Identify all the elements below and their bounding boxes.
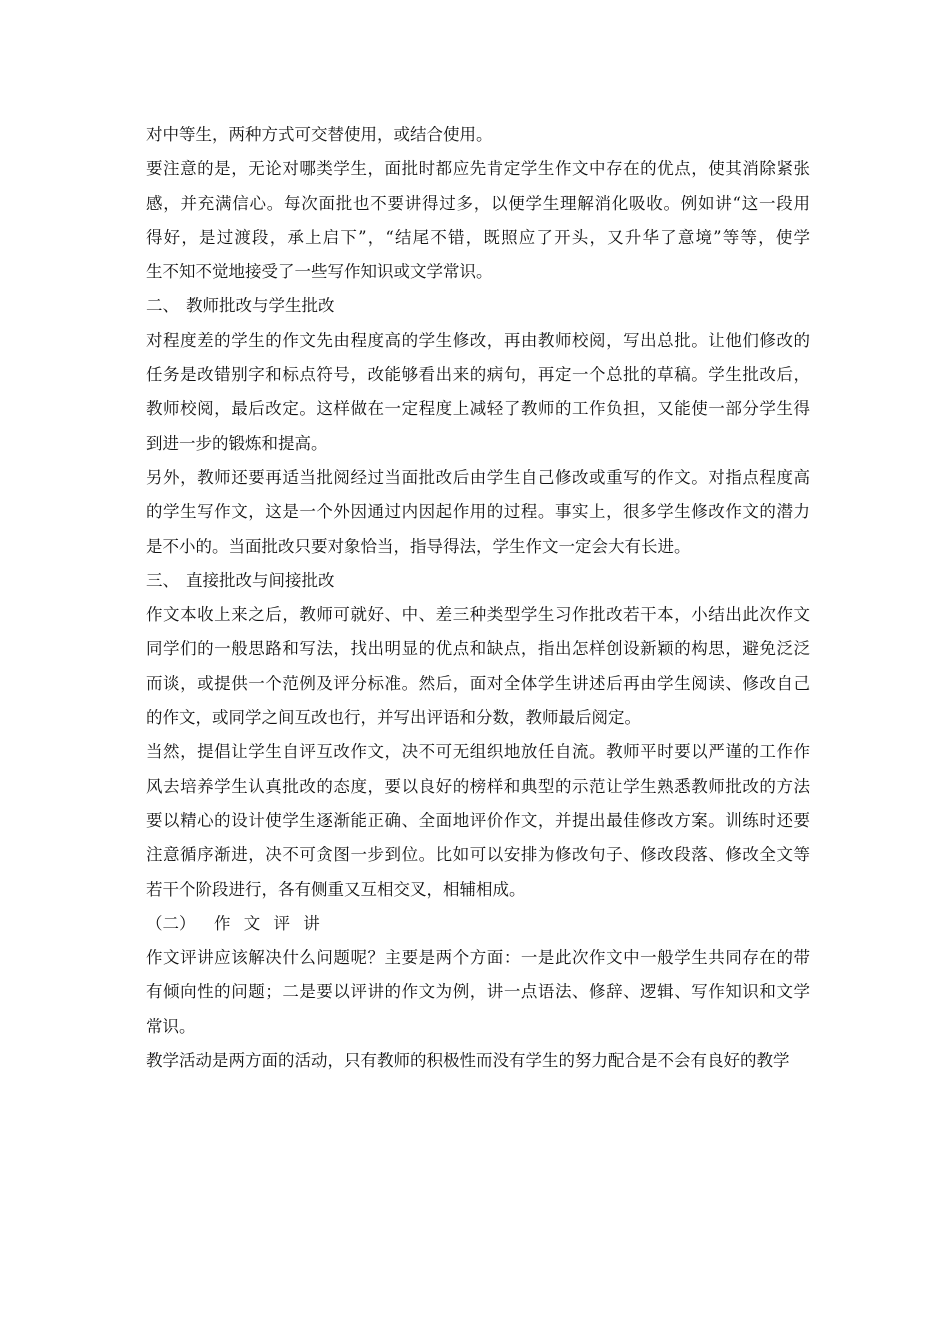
- text-line: 感，并充满信心。每次面批也不要讲得过多，以便学生理解消化吸收。例如讲“这一段用: [146, 193, 810, 213]
- paragraph: [146, 735, 810, 906]
- section-heading: [146, 564, 810, 598]
- paragraph: [146, 152, 810, 289]
- text-line: 任务是改错别字和标点符号，改能够看出来的病句，再定一个总批的草稿。学生批改后，: [146, 365, 810, 385]
- section-title: 作 文 评 讲: [214, 913, 324, 933]
- text-line: 有倾向性的问题；二是要以评讲的作文为例，讲一点语法、修辞、逻辑、写作知识和文学: [146, 982, 810, 1002]
- paragraph: [146, 1044, 810, 1078]
- text-line: 要以精心的设计使学生逐渐能正确、全面地评价作文，并提出最佳修改方案。训练时还要: [146, 810, 810, 830]
- text-line: 的学生写作文，这是一个外因通过内因起作用的过程。事实上，很多学生修改作文的潜力: [146, 502, 810, 522]
- section-number: （二）: [146, 913, 196, 933]
- paragraph: [146, 461, 810, 564]
- paragraph: [146, 598, 810, 735]
- paragraph: [146, 941, 810, 1044]
- text-line: 教师校阅，最后改定。这样做在一定程度上减轻了教师的工作负担，又能使一部分学生得: [146, 399, 810, 419]
- text-line: 对中等生，两种方式可交替使用，或结合使用。: [146, 125, 493, 144]
- text-line: 当然，提倡让学生自评互改作文，决不可无组织地放任自流。教师平时要以严谨的工作作: [146, 742, 810, 762]
- text-line: 若干个阶段进行，各有侧重又互相交叉，相辅相成。: [146, 879, 526, 899]
- paragraph: [146, 118, 810, 152]
- text-line: 而谈，或提供一个范例及评分标准。然后，面对全体学生讲述后再由学生阅读、修改自己: [146, 673, 810, 693]
- section-heading: [146, 907, 810, 941]
- text-line: 对程度差的学生的作文先由程度高的学生修改，再由教师校阅，写出总批。让他们修改的: [146, 330, 810, 350]
- text-line: 另外，教师还要再适当批阅经过当面批改后由学生自己修改或重写的作文。对指点程度高: [146, 467, 810, 487]
- text-line: 教学活动是两方面的活动，只有教师的积极性而没有学生的努力配合是不会有良好的教学: [146, 1051, 790, 1071]
- section-title: 教师批改与学生批改: [186, 296, 335, 316]
- paragraph: [146, 324, 810, 461]
- section-number: 三、: [146, 570, 179, 590]
- text-line: 到进一步的锻炼和提高。: [146, 433, 328, 453]
- document-body: [146, 118, 810, 1078]
- text-line: 得好，是过渡段，承上启下”，“结尾不错，既照应了开头，又升华了意境”等等，使学: [146, 227, 810, 247]
- text-line: 作文本收上来之后，教师可就好、中、差三种类型学生习作批改若干本，小结出此次作文: [146, 605, 810, 625]
- text-line: 风去培养学生认真批改的态度，要以良好的榜样和典型的示范让学生熟悉教师批改的方法: [146, 776, 810, 796]
- section-heading: [146, 289, 810, 323]
- text-line: 常识。: [146, 1016, 196, 1036]
- text-line: 生不知不觉地接受了一些写作知识或文学常识。: [146, 262, 493, 282]
- text-line: 同学们的一般思路和写法，找出明显的优点和缺点，指出怎样创设新颖的构思，避免泛泛: [146, 639, 810, 659]
- text-line: 是不小的。当面批改只要对象恰当，指导得法，学生作文一定会大有长进。: [146, 536, 691, 556]
- text-line: 要注意的是，无论对哪类学生，面批时都应先肯定学生作文中存在的优点，使其消除紧张: [146, 159, 810, 179]
- text-line: 作文评讲应该解决什么问题呢？主要是两个方面：一是此次作文中一般学生共同存在的带: [146, 948, 810, 968]
- text-line: 的作文，或同学之间互改也行，并写出评语和分数，教师最后阅定。: [146, 708, 641, 728]
- section-title: 直接批改与间接批改: [186, 570, 335, 590]
- section-number: 二、: [146, 296, 179, 316]
- text-line: 注意循序渐进，决不可贪图一步到位。比如可以安排为修改句子、修改段落、修改全文等: [146, 845, 810, 865]
